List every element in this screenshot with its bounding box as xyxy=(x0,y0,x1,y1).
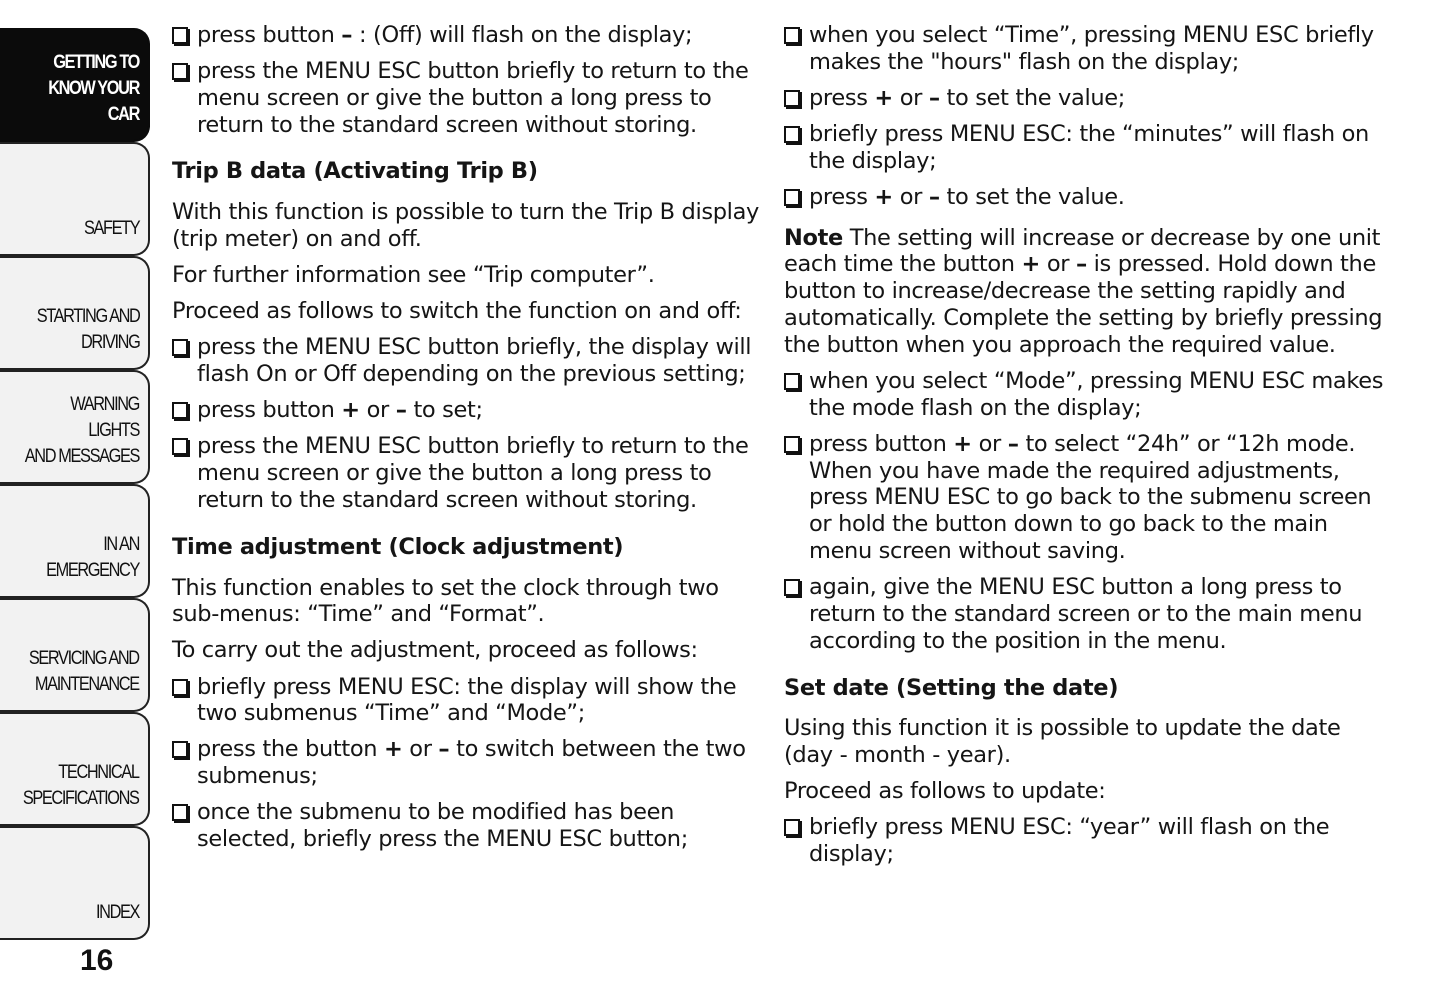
checkbox-bullet-icon xyxy=(784,90,800,107)
tab-label: SERVICING AND MAINTENANCE xyxy=(29,648,139,695)
bullet-item: press button + or – to set; xyxy=(172,397,762,424)
tab-in-an-emergency[interactable] xyxy=(0,484,150,598)
section-heading: Set date (Setting the date) xyxy=(784,674,1119,701)
checkbox-bullet-icon xyxy=(784,373,800,390)
paragraph: Proceed as follows to update: xyxy=(784,778,1106,805)
bullet-item: briefly press MENU ESC: “year” will flash on the display; xyxy=(784,814,1384,868)
plus-symbol: + xyxy=(1021,251,1041,278)
minus-symbol: – xyxy=(438,736,450,763)
right-column xyxy=(784,22,1384,877)
checkbox-bullet-icon xyxy=(172,438,188,455)
bullet-item: press the MENU ESC button briefly, the display will flash On or Off depending on the previous setting; xyxy=(172,334,762,388)
tab-label: SAFETY xyxy=(83,218,139,239)
checkbox-bullet-icon xyxy=(784,189,800,206)
bullet-item: when you select “Mode”, pressing MENU ESC makes the mode flash on the display; xyxy=(784,368,1384,422)
tab-safety[interactable] xyxy=(0,142,150,256)
note-label: Note xyxy=(784,224,843,251)
plus-symbol: + xyxy=(341,397,360,424)
checkbox-bullet-icon xyxy=(172,27,188,44)
tab-label: STARTING AND DRIVING xyxy=(36,306,139,353)
plus-symbol: + xyxy=(874,183,893,210)
bullet-item: again, give the MENU ESC button a long press to return to the standard screen or to the main menu according to the position in the menu. xyxy=(784,574,1384,654)
paragraph: Proceed as follows to switch the function on and off: xyxy=(172,298,742,325)
tab-index[interactable] xyxy=(0,826,150,940)
bullet-item: press + or – to set the value. xyxy=(784,184,1384,211)
checkbox-bullet-icon xyxy=(784,579,800,596)
checkbox-bullet-icon xyxy=(172,741,188,758)
minus-symbol: – xyxy=(1075,251,1087,278)
tab-servicing-and-maintenance[interactable] xyxy=(0,598,150,712)
bullet-item: press the button + or – to switch between the two submenus; xyxy=(172,736,762,790)
minus-symbol: – xyxy=(928,84,940,111)
checkbox-bullet-icon xyxy=(172,339,188,356)
tab-label: GETTING TO KNOW YOUR CAR xyxy=(48,52,139,125)
tab-starting-and-driving[interactable] xyxy=(0,256,150,370)
note-paragraph: Note The setting will increase or decrease by one unit each time the button + or – is pressed. Hold down the button to increase/decrease the setting rapidly and automatically. Complete the setting by briefly pressing the button when you approach the required value. xyxy=(784,224,1383,358)
checkbox-bullet-icon xyxy=(172,679,188,696)
tab-technical-specifications[interactable] xyxy=(0,712,150,826)
page-number: 16 xyxy=(80,944,114,977)
plus-symbol: + xyxy=(874,84,893,111)
checkbox-bullet-icon xyxy=(784,126,800,143)
plus-symbol: + xyxy=(383,736,403,763)
paragraph: Using this function it is possible to update the date (day - month - year). xyxy=(784,715,1341,769)
minus-symbol: – xyxy=(341,22,353,48)
paragraph: This function enables to set the clock through two sub-menus: “Time” and “Format”. xyxy=(172,574,719,628)
tab-getting-to-know-your-car[interactable] xyxy=(0,28,150,142)
bullet-item: press the MENU ESC button briefly to return to the menu screen or give the button a long press to return to the standard screen without storing. xyxy=(172,58,762,138)
plus-symbol: + xyxy=(953,430,972,457)
bullet-item: briefly press MENU ESC: the “minutes” will flash on the display; xyxy=(784,121,1384,175)
checkbox-bullet-icon xyxy=(784,819,800,836)
minus-symbol: – xyxy=(928,183,940,210)
checkbox-bullet-icon xyxy=(172,402,188,419)
checkbox-bullet-icon xyxy=(172,804,188,821)
bullet-item: briefly press MENU ESC: the display will show the two submenus “Time” and “Mode”; xyxy=(172,674,762,728)
paragraph: To carry out the adjustment, proceed as follows: xyxy=(172,637,698,664)
checkbox-bullet-icon xyxy=(784,436,800,453)
tab-label: TECHNICAL SPECIFICATIONS xyxy=(23,762,139,809)
left-column xyxy=(172,22,762,862)
checkbox-bullet-icon xyxy=(172,63,188,80)
checkbox-bullet-icon xyxy=(784,27,800,44)
tab-label: WARNING LIGHTS AND MESSAGES xyxy=(24,394,139,467)
paragraph: For further information see “Trip computer”. xyxy=(172,262,655,289)
tab-warning-lights[interactable] xyxy=(0,370,150,484)
bullet-item: press the MENU ESC button briefly to return to the menu screen or give the button a long press to return to the standard screen without storing. xyxy=(172,433,762,513)
section-heading: Time adjustment (Clock adjustment) xyxy=(172,533,624,560)
tab-label: IN AN EMERGENCY xyxy=(46,534,139,581)
bullet-item: press + or – to set the value; xyxy=(784,85,1384,112)
section-heading: Trip B data (Activating Trip B) xyxy=(172,158,538,185)
tab-label: INDEX xyxy=(95,902,139,923)
minus-symbol: – xyxy=(395,397,407,424)
bullet-item: press button + or – to select “24h” or “12h mode. When you have made the required adjustments, press MENU ESC to go back to the submenu screen or hold the button down to go back to the main menu screen without saving. xyxy=(784,431,1384,565)
minus-symbol: – xyxy=(1007,430,1019,457)
bullet-item: when you select “Time”, pressing MENU ESC briefly makes the "hours" flash on the display; xyxy=(784,22,1384,76)
bullet-item: once the submenu to be modified has been selected, briefly press the MENU ESC button; xyxy=(172,799,762,853)
paragraph: With this function is possible to turn the Trip B display (trip meter) on and off. xyxy=(172,199,759,253)
bullet-item: press button – : (Off) will flash on the display; xyxy=(172,22,762,49)
